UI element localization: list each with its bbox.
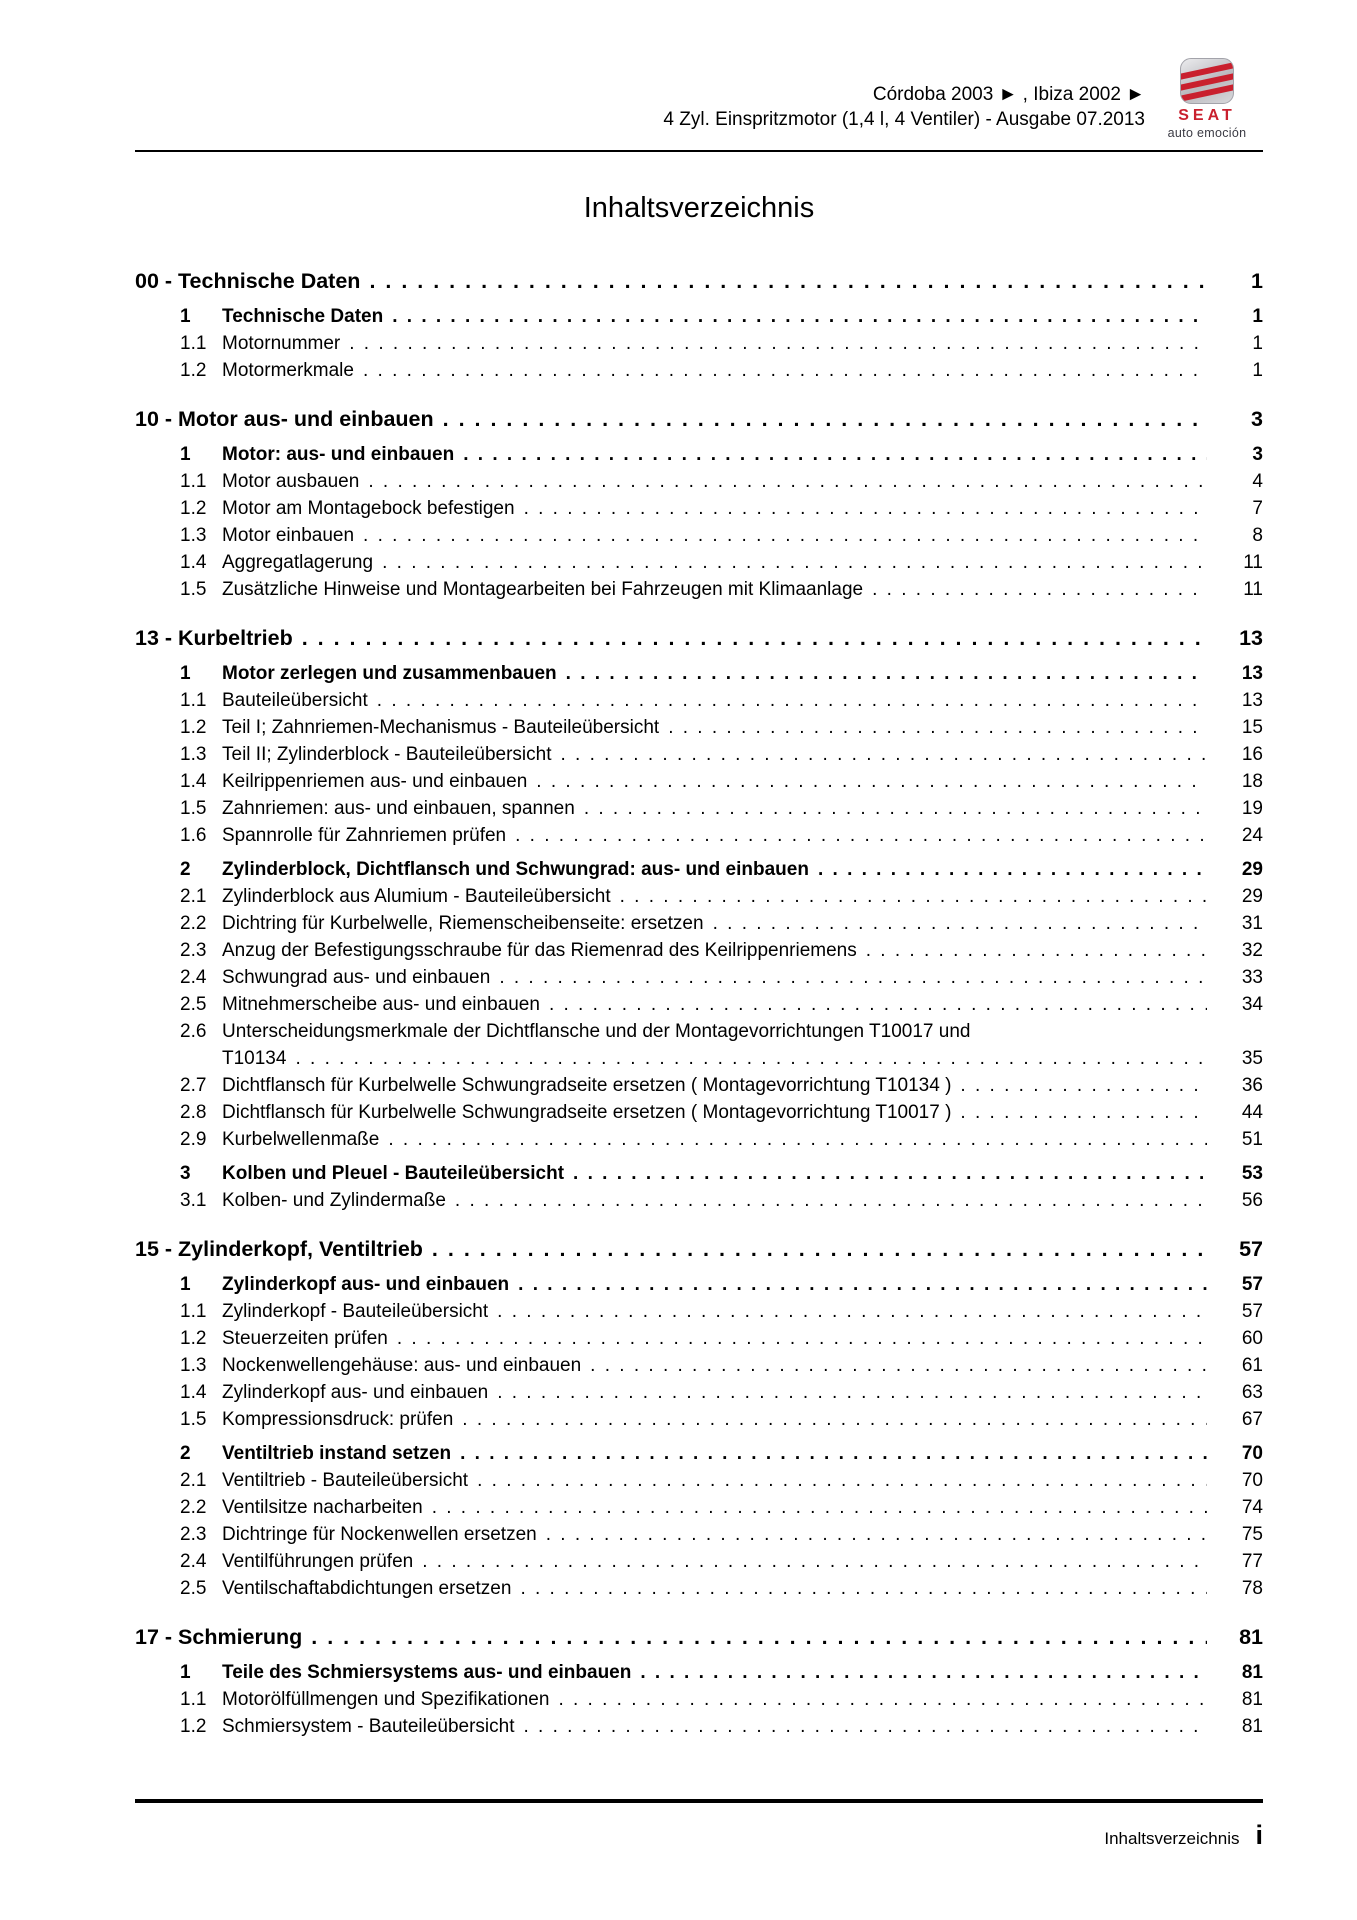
toc-entry-page: 1: [1252, 360, 1263, 381]
toc-entry-title: Schmiersystem - Bauteileübersicht: [222, 1716, 515, 1737]
toc-entry-title: Zylinderkopf - Bauteileübersicht: [222, 1301, 489, 1322]
toc-section-page: 13: [1239, 626, 1263, 650]
dot-leader: [518, 1271, 1207, 1298]
toc-entry-page: 24: [1241, 825, 1263, 846]
toc-entry-page: 16: [1241, 744, 1263, 765]
toc-entry-number: 1.2: [180, 498, 207, 519]
dot-leader: [397, 1325, 1207, 1352]
toc-entry-page: 31: [1241, 913, 1263, 934]
toc-entry-title: Steuerzeiten prüfen: [222, 1328, 388, 1349]
toc-entry-number: 1.3: [180, 1355, 207, 1376]
toc-entry[interactable]: [135, 1575, 1263, 1602]
toc-entry[interactable]: [135, 330, 1263, 357]
toc-entry-number: 1: [180, 1662, 191, 1683]
toc-section: [135, 1234, 1263, 1602]
toc-entry-number: 1.4: [180, 771, 207, 792]
seat-logo: [1151, 58, 1263, 140]
dot-leader: [584, 795, 1207, 822]
toc-entry-page: 51: [1241, 1129, 1263, 1150]
dot-leader: [388, 1126, 1207, 1153]
toc-section-page: 3: [1251, 407, 1263, 431]
toc-entry-number: 1.2: [180, 360, 207, 381]
toc-entry-title: Kompressionsdruck: prüfen: [222, 1409, 454, 1430]
toc-entry[interactable]: [135, 937, 1263, 964]
header-engine-line: 4 Zyl. Einspritzmotor (1,4 l, 4 Ventiler) - Ausgabe 07.2013: [663, 109, 1145, 130]
toc-entry[interactable]: [135, 991, 1263, 1018]
toc-entry-title: Teile des Schmiersystems aus- und einbauen: [222, 1662, 632, 1683]
toc-entry-number: 2.6: [180, 1021, 207, 1042]
toc-entry[interactable]: [135, 1548, 1263, 1575]
toc-entry-title: Motormerkmale: [222, 360, 354, 381]
toc-entry[interactable]: [135, 1045, 1263, 1072]
toc-entry-page: 57: [1241, 1274, 1263, 1295]
dot-leader: [369, 266, 1207, 296]
header-model-line: Córdoba 2003 ► , Ibiza 2002 ►: [872, 84, 1145, 105]
toc-entry[interactable]: [135, 910, 1263, 937]
toc-entry-title: Zahnriemen: aus- und einbauen, spannen: [222, 798, 575, 819]
toc-entry-page: 35: [1241, 1048, 1263, 1069]
dot-leader: [546, 1521, 1207, 1548]
toc-entry[interactable]: [135, 768, 1263, 795]
dot-leader: [520, 1575, 1207, 1602]
toc-entry[interactable]: [135, 964, 1263, 991]
dot-leader: [818, 856, 1207, 883]
toc-entry-title: Schwungrad aus- und einbauen: [222, 967, 491, 988]
dot-leader: [462, 1406, 1207, 1433]
toc-entry-page: 29: [1241, 886, 1263, 907]
toc-entry-page: 11: [1243, 579, 1263, 600]
toc-entry[interactable]: [135, 1521, 1263, 1548]
toc-entry-number: 1.1: [180, 1301, 207, 1322]
toc-entry[interactable]: [135, 822, 1263, 849]
toc-entry-title: Anzug der Befestigungsschraube für das Riemenrad des Keilrippenriemens: [222, 940, 857, 961]
toc-entry-title: Dichtflansch für Kurbelwelle Schwungradseite ersetzen ( Montagevorrichtung T10134 ): [222, 1075, 952, 1096]
toc-entry-number: 3.1: [180, 1190, 207, 1211]
toc-section-header[interactable]: [135, 623, 1263, 653]
toc-entry[interactable]: [135, 549, 1263, 576]
toc-entry-page: 63: [1241, 1382, 1263, 1403]
dot-leader: [295, 1045, 1207, 1072]
dot-leader: [573, 1160, 1207, 1187]
dot-leader: [422, 1548, 1207, 1575]
toc-entry-number: 1: [180, 306, 191, 327]
toc-entry[interactable]: [135, 1099, 1263, 1126]
toc-entry-page: 13: [1241, 690, 1263, 711]
toc-entry-number: 2.5: [180, 994, 207, 1015]
toc-entry-page: 81: [1241, 1689, 1263, 1710]
toc-entry[interactable]: [135, 714, 1263, 741]
toc-entry-number: 2.7: [180, 1075, 207, 1096]
toc-entry-page: 7: [1252, 498, 1263, 519]
dot-leader: [463, 441, 1207, 468]
toc-entry-title: Nockenwellengehäuse: aus- und einbauen: [222, 1355, 582, 1376]
toc-entry[interactable]: [135, 1160, 1263, 1187]
dot-leader: [536, 768, 1207, 795]
toc-entry-page: 29: [1241, 859, 1263, 880]
toc-entry-title: Unterscheidungsmerkmale der Dichtflansche und der Montagevorrichtungen T10017 und: [222, 1021, 971, 1042]
dot-leader: [524, 1713, 1208, 1740]
dot-leader: [382, 549, 1207, 576]
toc-entry-number: 2.2: [180, 913, 207, 934]
toc-entry-page: 81: [1241, 1716, 1263, 1737]
toc-entry-title: Motorölfüllmengen und Spezifikationen: [222, 1689, 550, 1710]
dot-leader: [497, 1298, 1207, 1325]
toc-entry[interactable]: [135, 1494, 1263, 1521]
dot-leader: [866, 937, 1207, 964]
toc-entry-page: 32: [1241, 940, 1263, 961]
dot-leader: [311, 1622, 1207, 1652]
footer-page-number: i: [1255, 1820, 1263, 1850]
toc-entry-title: Zylinderblock, Dichtflansch und Schwungrad: aus- und einbauen: [222, 859, 809, 880]
toc-entry-page: 1: [1252, 306, 1263, 327]
toc: [135, 264, 1263, 1740]
toc-entry-number: 1.3: [180, 525, 207, 546]
toc-entry-page: 15: [1241, 717, 1263, 738]
toc-entry-title: Ventilführungen prüfen: [222, 1551, 414, 1572]
toc-entry-title: Kurbelwellenmaße: [222, 1129, 380, 1150]
dot-leader: [549, 991, 1207, 1018]
dot-leader: [302, 623, 1207, 653]
dot-leader: [363, 522, 1207, 549]
toc-entry-title: Teil I; Zahnriemen-Mechanismus - Bauteileübersicht: [222, 717, 660, 738]
dot-leader: [590, 1352, 1207, 1379]
toc-entry-page: 13: [1241, 663, 1263, 684]
toc-entry-number: 1.4: [180, 552, 207, 573]
toc-entry-page: 61: [1241, 1355, 1263, 1376]
toc-entry-page: 70: [1241, 1443, 1263, 1464]
toc-entry-number: 1.1: [180, 1689, 207, 1710]
footer-divider: [135, 1799, 1263, 1803]
toc-entry[interactable]: [135, 357, 1263, 384]
dot-leader: [872, 576, 1207, 603]
toc-entry-number: 2.5: [180, 1578, 207, 1599]
toc-entry-number: 1.3: [180, 744, 207, 765]
toc-entry-number: 1: [180, 1274, 191, 1295]
toc-entry[interactable]: [135, 1018, 1263, 1045]
toc-entry-number: 2: [180, 1443, 191, 1464]
toc-entry-page: 19: [1241, 798, 1263, 819]
toc-entry-page: 3: [1252, 444, 1263, 465]
seat-logo-text: SEAT: [1178, 107, 1236, 124]
toc-entry-page: 1: [1252, 333, 1263, 354]
toc-section: [135, 266, 1263, 384]
dot-leader: [455, 1187, 1207, 1214]
toc-entry-title: Ventilschaftabdichtungen ersetzen: [222, 1578, 512, 1599]
toc-entry-number: 1.2: [180, 1716, 207, 1737]
dot-leader: [443, 404, 1207, 434]
toc-entry[interactable]: [135, 1126, 1263, 1153]
toc-entry[interactable]: [135, 660, 1263, 687]
toc-entry-title: Kolben- und Zylindermaße: [222, 1190, 446, 1211]
toc-entry[interactable]: [135, 1187, 1263, 1214]
toc-entry-number: 1: [180, 444, 191, 465]
toc-entry[interactable]: [135, 1440, 1263, 1467]
toc-entry-page: 34: [1241, 994, 1263, 1015]
dot-leader: [363, 357, 1207, 384]
toc-entry-page: 81: [1241, 1662, 1263, 1683]
toc-entry-title: Aggregatlagerung: [222, 552, 374, 573]
toc-section-label: 17 - Schmierung: [135, 1625, 303, 1649]
toc-entry-page: 56: [1241, 1190, 1263, 1211]
toc-entry-page: 36: [1241, 1075, 1263, 1096]
toc-entry-page: 75: [1241, 1524, 1263, 1545]
toc-entry-page: 18: [1241, 771, 1263, 792]
dot-leader: [960, 1099, 1207, 1126]
toc-entry-title: Zylinderkopf aus- und einbauen: [222, 1382, 489, 1403]
dot-leader: [960, 1072, 1207, 1099]
toc-entry-page: 4: [1252, 471, 1263, 492]
dot-leader: [392, 303, 1207, 330]
dot-leader: [558, 1686, 1207, 1713]
toc-entry-title: Zusätzliche Hinweise und Montagearbeiten bei Fahrzeugen mit Klimaanlage: [222, 579, 864, 600]
toc-entry-number: 2.4: [180, 967, 207, 988]
toc-entry[interactable]: [135, 522, 1263, 549]
dot-leader: [349, 330, 1207, 357]
toc-entry-title: Motor: aus- und einbauen: [222, 444, 455, 465]
toc-entry-title: Mitnehmerscheibe aus- und einbauen: [222, 994, 540, 1015]
toc-entry-title: Teil II; Zylinderblock - Bauteileübersicht: [222, 744, 552, 765]
toc-section-header[interactable]: [135, 1234, 1263, 1264]
toc-entry-title: Dichtflansch für Kurbelwelle Schwungradseite ersetzen ( Montagevorrichtung T10017 ): [222, 1102, 952, 1123]
toc-entry-page: 33: [1241, 967, 1263, 988]
toc-entry[interactable]: [135, 1406, 1263, 1433]
toc-entry[interactable]: [135, 1713, 1263, 1740]
toc-entry-page: 74: [1241, 1497, 1263, 1518]
toc-entry[interactable]: [135, 741, 1263, 768]
toc-entry-title: Dichtring für Kurbelwelle, Riemenscheibenseite: ersetzen: [222, 913, 704, 934]
dot-leader: [499, 964, 1207, 991]
toc-entry-number: 2.1: [180, 1470, 207, 1491]
toc-entry[interactable]: [135, 495, 1263, 522]
page-title: Inhaltsverzeichnis: [583, 192, 815, 224]
toc-entry-number: 1.5: [180, 1409, 207, 1430]
toc-entry-title: Motor zerlegen und zusammenbauen: [222, 663, 557, 684]
toc-entry-page: 60: [1241, 1328, 1263, 1349]
toc-entry-page: 53: [1241, 1163, 1263, 1184]
toc-entry[interactable]: [135, 468, 1263, 495]
footer-label: Inhaltsverzeichnis: [1104, 1829, 1240, 1848]
toc-entry-title: Keilrippenriemen aus- und einbauen: [222, 771, 528, 792]
toc-entry[interactable]: [135, 1298, 1263, 1325]
toc-entry[interactable]: [135, 856, 1263, 883]
seat-s-icon: [1180, 58, 1234, 104]
toc-entry[interactable]: [135, 1271, 1263, 1298]
toc-section: [135, 623, 1263, 1214]
toc-entry-title: Zylinderblock aus Alumium - Bauteileübersicht: [222, 886, 611, 907]
toc-section-page: 1: [1251, 269, 1263, 293]
toc-section-header[interactable]: [135, 266, 1263, 296]
dot-leader: [497, 1379, 1207, 1406]
toc-section: [135, 404, 1263, 603]
toc-section-label: 00 - Technische Daten: [135, 269, 361, 293]
toc-entry-title: Kolben und Pleuel - Bauteileübersicht: [222, 1163, 565, 1184]
toc-entry[interactable]: [135, 1467, 1263, 1494]
toc-entry-page: 11: [1243, 552, 1263, 573]
toc-entry-page: 77: [1241, 1551, 1263, 1572]
toc-section-page: 57: [1239, 1237, 1263, 1261]
toc-section: [135, 1622, 1263, 1740]
toc-entry-page: 78: [1241, 1578, 1263, 1599]
dot-leader: [460, 1440, 1207, 1467]
toc-entry[interactable]: [135, 441, 1263, 468]
dot-leader: [477, 1467, 1207, 1494]
dot-leader: [524, 495, 1207, 522]
toc-entry-number: 2.8: [180, 1102, 207, 1123]
toc-entry-title: Bauteileübersicht: [222, 690, 368, 711]
toc-entry-number: 1.2: [180, 1328, 207, 1349]
toc-section-label: 13 - Kurbeltrieb: [135, 626, 293, 650]
toc-entry[interactable]: [135, 1379, 1263, 1406]
toc-entry-number: 2.3: [180, 1524, 207, 1545]
toc-entry-number: 1.4: [180, 1382, 207, 1403]
toc-entry[interactable]: [135, 883, 1263, 910]
dot-leader: [713, 910, 1207, 937]
dot-leader: [368, 468, 1207, 495]
seat-tagline: auto emoción: [1167, 126, 1247, 140]
dot-leader: [620, 883, 1207, 910]
page-header: [135, 0, 1263, 152]
toc-entry-number: 2.4: [180, 1551, 207, 1572]
page-footer: [1104, 1820, 1263, 1851]
toc-entry[interactable]: [135, 303, 1263, 330]
toc-entry-title: Spannrolle für Zahnriemen prüfen: [222, 825, 507, 846]
toc-entry-number: 3: [180, 1163, 191, 1184]
toc-entry-page: 8: [1252, 525, 1263, 546]
toc-entry-title: Ventilsitze nacharbeiten: [222, 1497, 423, 1518]
toc-entry-number: 2.2: [180, 1497, 207, 1518]
toc-entry-title: Motor einbauen: [222, 525, 355, 546]
toc-entry-title: Motor am Montagebock befestigen: [222, 498, 515, 519]
toc-entry-page: 67: [1241, 1409, 1263, 1430]
toc-entry[interactable]: [135, 1686, 1263, 1713]
dot-leader: [566, 660, 1207, 687]
toc-entry-number: 1.5: [180, 579, 207, 600]
toc-entry[interactable]: [135, 1072, 1263, 1099]
dot-leader: [432, 1494, 1207, 1521]
toc-entry-title: Technische Daten: [222, 306, 384, 327]
dot-leader: [432, 1234, 1207, 1264]
toc-entry-page: 44: [1241, 1102, 1263, 1123]
toc-section-label: 15 - Zylinderkopf, Ventiltrieb: [135, 1237, 423, 1261]
toc-entry[interactable]: [135, 576, 1263, 603]
toc-section-header[interactable]: [135, 1622, 1263, 1652]
toc-entry-title: Ventiltrieb - Bauteileübersicht: [222, 1470, 469, 1491]
toc-entry[interactable]: [135, 1325, 1263, 1352]
toc-entry-number: 2.1: [180, 886, 207, 907]
toc-entry-number: 1: [180, 663, 191, 684]
toc-entry[interactable]: [135, 1659, 1263, 1686]
toc-entry-number: 1.6: [180, 825, 207, 846]
toc-entry-title: Dichtringe für Nockenwellen ersetzen: [222, 1524, 537, 1545]
toc-entry-number: 1.1: [180, 690, 207, 711]
toc-entry-title: Motor ausbauen: [222, 471, 360, 492]
toc-entry-number: 2.3: [180, 940, 207, 961]
dot-leader: [377, 687, 1207, 714]
toc-entry-title: Ventiltrieb instand setzen: [222, 1443, 452, 1464]
toc-entry[interactable]: [135, 1352, 1263, 1379]
dot-leader: [668, 714, 1207, 741]
toc-section-label: 10 - Motor aus- und einbauen: [135, 407, 434, 431]
toc-entry-number: 1.1: [180, 471, 207, 492]
toc-entry-number: 1.2: [180, 717, 207, 738]
toc-entry-number: 2: [180, 859, 191, 880]
dot-leader: [640, 1659, 1207, 1686]
toc-entry-title: T10134: [222, 1048, 287, 1069]
toc-entry-number: 2.9: [180, 1129, 207, 1150]
toc-section-page: 81: [1239, 1625, 1263, 1649]
dot-leader: [560, 741, 1207, 768]
toc-entry-title: Zylinderkopf aus- und einbauen: [222, 1274, 510, 1295]
toc-entry-page: 57: [1241, 1301, 1263, 1322]
header-text: [663, 82, 1145, 132]
toc-entry[interactable]: [135, 795, 1263, 822]
toc-entry-number: 1.5: [180, 798, 207, 819]
toc-entry-page: 70: [1241, 1470, 1263, 1491]
toc-entry-title: Motornummer: [222, 333, 341, 354]
dot-leader: [515, 822, 1207, 849]
toc-entry[interactable]: [135, 687, 1263, 714]
toc-section-header[interactable]: [135, 404, 1263, 434]
toc-entry-number: 1.1: [180, 333, 207, 354]
